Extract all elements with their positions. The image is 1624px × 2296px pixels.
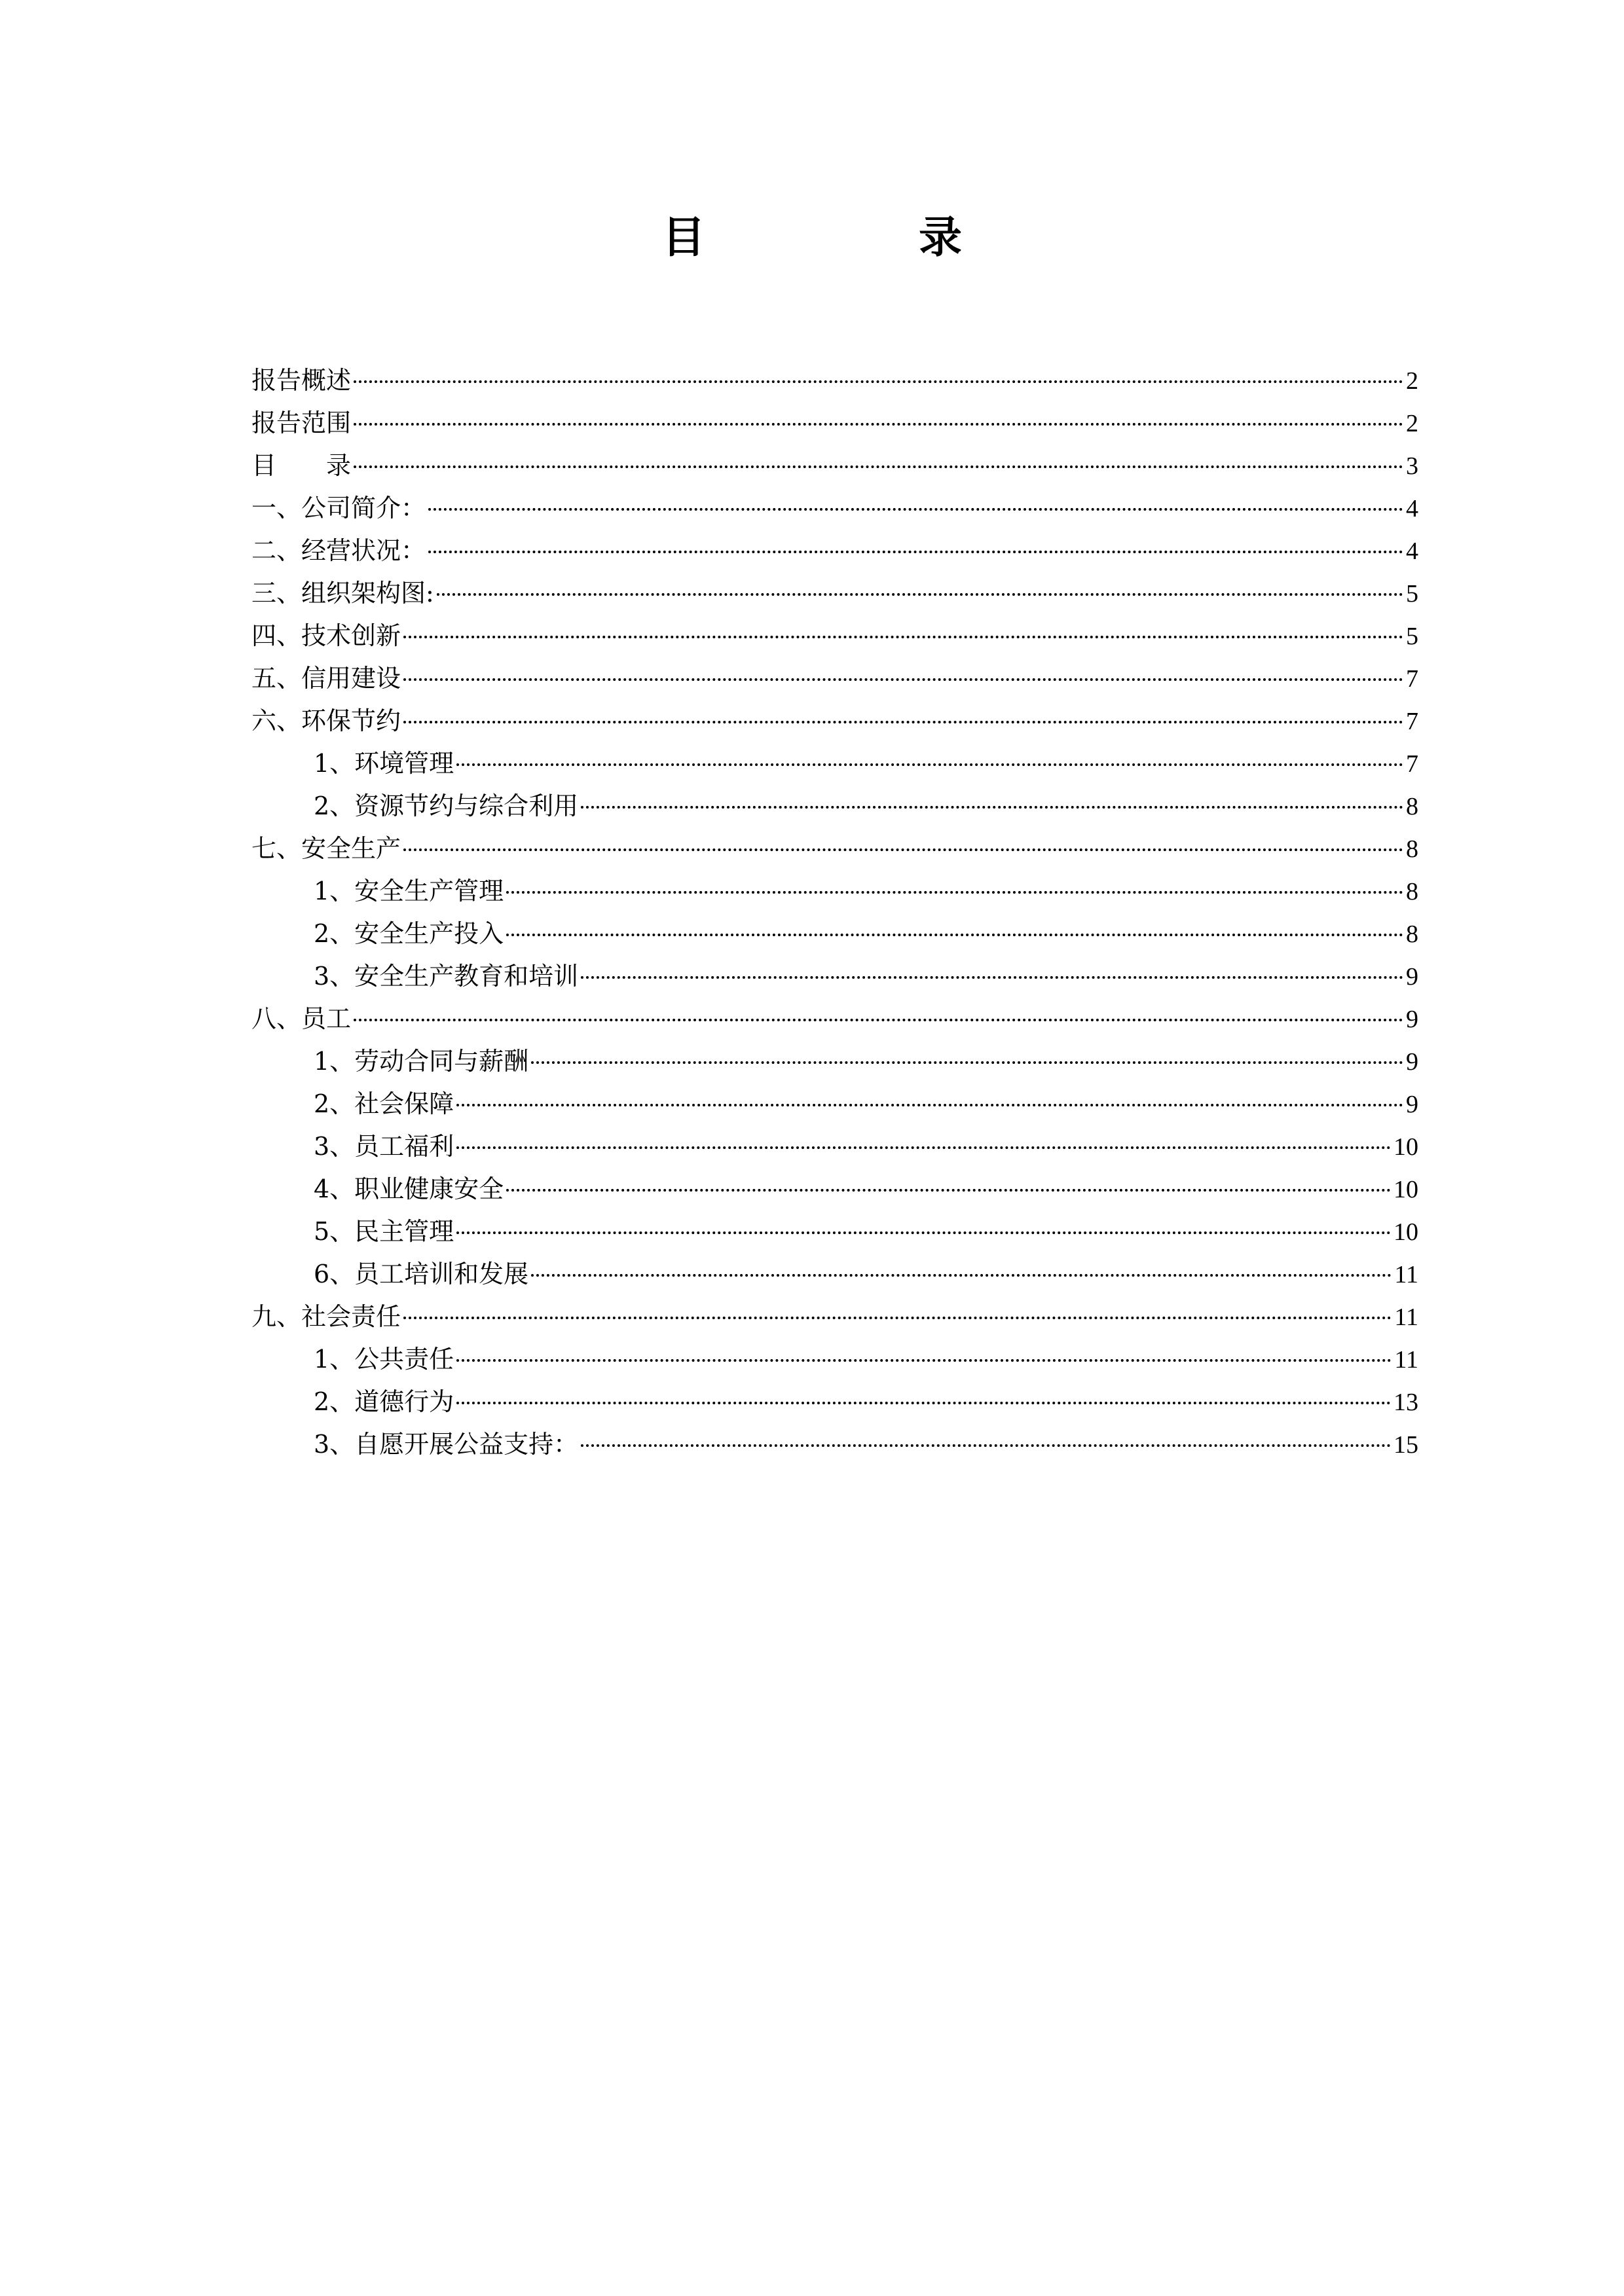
toc-entry-page-number: 8 — [1406, 878, 1418, 905]
toc-entry-page-number: 10 — [1393, 1218, 1418, 1246]
toc-entry-label: 五、信用建设 — [251, 664, 401, 693]
toc-entry[interactable] — [251, 1253, 1418, 1296]
toc-entry[interactable] — [251, 1338, 1418, 1381]
page-title: 目 录 — [662, 212, 1047, 263]
toc-dot-leader — [428, 551, 1403, 553]
toc-dot-leader — [456, 763, 1403, 766]
toc-entry-label: 2、资源节约与综合利用 — [314, 792, 579, 820]
toc-entry-label: 六、环保节约 — [251, 706, 401, 735]
toc-entry-label: 1、公共责任 — [314, 1345, 454, 1374]
toc-dot-leader — [456, 1359, 1392, 1362]
toc-entry[interactable] — [251, 700, 1418, 742]
toc-entry[interactable] — [251, 913, 1418, 955]
toc-entry-label: 1、安全生产管理 — [314, 877, 504, 905]
toc-entry[interactable] — [251, 359, 1418, 402]
toc-dot-leader — [506, 934, 1403, 936]
toc-entry-page-number: 4 — [1406, 495, 1418, 522]
toc-entry-page-number: 11 — [1394, 1303, 1418, 1331]
toc-entry-page-number: 8 — [1406, 793, 1418, 820]
toc-dot-leader — [354, 465, 1403, 468]
toc-entry-label: 3、安全生产教育和培训 — [314, 962, 579, 991]
toc-entry[interactable] — [251, 955, 1418, 998]
toc-entry-page-number: 7 — [1406, 665, 1418, 693]
toc-entry-label: 九、社会责任 — [251, 1302, 401, 1331]
toc-entry-label: 目 录 — [251, 451, 352, 480]
toc-entry-label: 4、职业健康安全 — [314, 1175, 504, 1203]
toc-entry-label: 二、经营状况： — [251, 536, 426, 565]
toc-dot-leader — [506, 891, 1403, 894]
toc-entry[interactable] — [251, 530, 1418, 572]
toc-entry-page-number: 8 — [1406, 835, 1418, 863]
toc-entry[interactable] — [251, 742, 1418, 785]
toc-entry-label: 一、公司简介： — [251, 494, 426, 522]
toc-entry[interactable] — [251, 785, 1418, 828]
toc-entry-page-number: 5 — [1406, 580, 1418, 608]
toc-entry-page-number: 4 — [1406, 538, 1418, 565]
toc-dot-leader — [403, 848, 1403, 851]
toc-entry[interactable] — [251, 657, 1418, 700]
toc-entry-label: 1、劳动合同与薪酬 — [314, 1047, 529, 1076]
toc-entry-page-number: 9 — [1406, 963, 1418, 991]
toc-entry-label: 5、民主管理 — [314, 1217, 454, 1246]
toc-entry-page-number: 9 — [1406, 1048, 1418, 1076]
toc-entry-label: 七、安全生产 — [251, 834, 401, 863]
toc-entry[interactable] — [251, 445, 1418, 487]
toc-entry-page-number: 10 — [1393, 1176, 1418, 1203]
toc-entry[interactable] — [251, 487, 1418, 530]
toc-dot-leader — [403, 678, 1403, 681]
toc-dot-leader — [403, 1317, 1392, 1319]
toc-entry-label: 2、社会保障 — [314, 1089, 454, 1118]
toc-entry[interactable] — [251, 1168, 1418, 1211]
toc-entry-page-number: 5 — [1406, 623, 1418, 650]
toc-dot-leader — [531, 1274, 1392, 1277]
toc-entry-page-number: 2 — [1406, 367, 1418, 395]
toc-entry-label: 3、员工福利 — [314, 1132, 454, 1161]
toc-entry[interactable] — [251, 615, 1418, 657]
toc-entry-label: 3、自愿开展公益支持： — [314, 1430, 579, 1459]
toc-entry[interactable] — [251, 1296, 1418, 1338]
toc-entry-label: 2、道德行为 — [314, 1387, 454, 1416]
toc-entry[interactable] — [251, 402, 1418, 445]
toc-dot-leader — [506, 1189, 1391, 1192]
toc-entry-label: 1、环境管理 — [314, 749, 454, 778]
toc-dot-leader — [354, 1019, 1403, 1021]
toc-dot-leader — [531, 1061, 1403, 1064]
toc-dot-leader — [456, 1402, 1391, 1404]
toc-entry-label: 三、组织架构图: — [251, 579, 434, 608]
toc-entry-label: 2、安全生产投入 — [314, 919, 504, 948]
toc-dot-leader — [428, 508, 1403, 511]
toc-dot-leader — [403, 636, 1403, 638]
toc-dot-leader — [437, 593, 1403, 596]
toc-dot-leader — [403, 721, 1403, 723]
toc-entry-label: 6、员工培训和发展 — [314, 1260, 529, 1288]
toc-entry-label: 八、员工 — [251, 1004, 352, 1033]
toc-entry-page-number: 10 — [1393, 1133, 1418, 1161]
toc-dot-leader — [354, 423, 1403, 426]
toc-entry-page-number: 2 — [1406, 410, 1418, 437]
toc-entry[interactable] — [251, 1211, 1418, 1253]
toc-dot-leader — [456, 1231, 1391, 1234]
toc-entry-page-number: 8 — [1406, 920, 1418, 948]
toc-dot-leader — [354, 380, 1403, 383]
toc-entry-label: 报告概述 — [251, 366, 352, 395]
toc-dot-leader — [581, 806, 1403, 809]
toc-dot-leader — [581, 976, 1403, 979]
toc-dot-leader — [456, 1104, 1403, 1106]
toc-entry[interactable] — [251, 1125, 1418, 1168]
toc-entry-page-number: 15 — [1393, 1431, 1418, 1459]
toc-entry-page-number: 9 — [1406, 1006, 1418, 1033]
toc-entry-page-number: 9 — [1406, 1091, 1418, 1118]
toc-entry-label: 四、技术创新 — [251, 621, 401, 650]
toc-entry[interactable] — [251, 1083, 1418, 1125]
toc-entry-page-number: 11 — [1394, 1346, 1418, 1374]
toc-entry[interactable] — [251, 828, 1418, 870]
toc-entry-page-number: 3 — [1406, 452, 1418, 480]
toc-entry[interactable] — [251, 1040, 1418, 1083]
table-of-contents — [251, 359, 1418, 1466]
toc-dot-leader — [456, 1146, 1391, 1149]
toc-entry-label: 报告范围 — [251, 409, 352, 437]
toc-entry[interactable] — [251, 998, 1418, 1040]
toc-entry-page-number: 7 — [1406, 708, 1418, 735]
toc-entry-page-number: 7 — [1406, 750, 1418, 778]
toc-entry[interactable] — [251, 572, 1418, 615]
toc-entry-page-number: 11 — [1394, 1261, 1418, 1288]
toc-entry-page-number: 13 — [1393, 1389, 1418, 1416]
toc-entry[interactable] — [251, 870, 1418, 913]
toc-entry[interactable] — [251, 1381, 1418, 1423]
toc-dot-leader — [581, 1444, 1391, 1447]
toc-entry[interactable] — [251, 1423, 1418, 1466]
